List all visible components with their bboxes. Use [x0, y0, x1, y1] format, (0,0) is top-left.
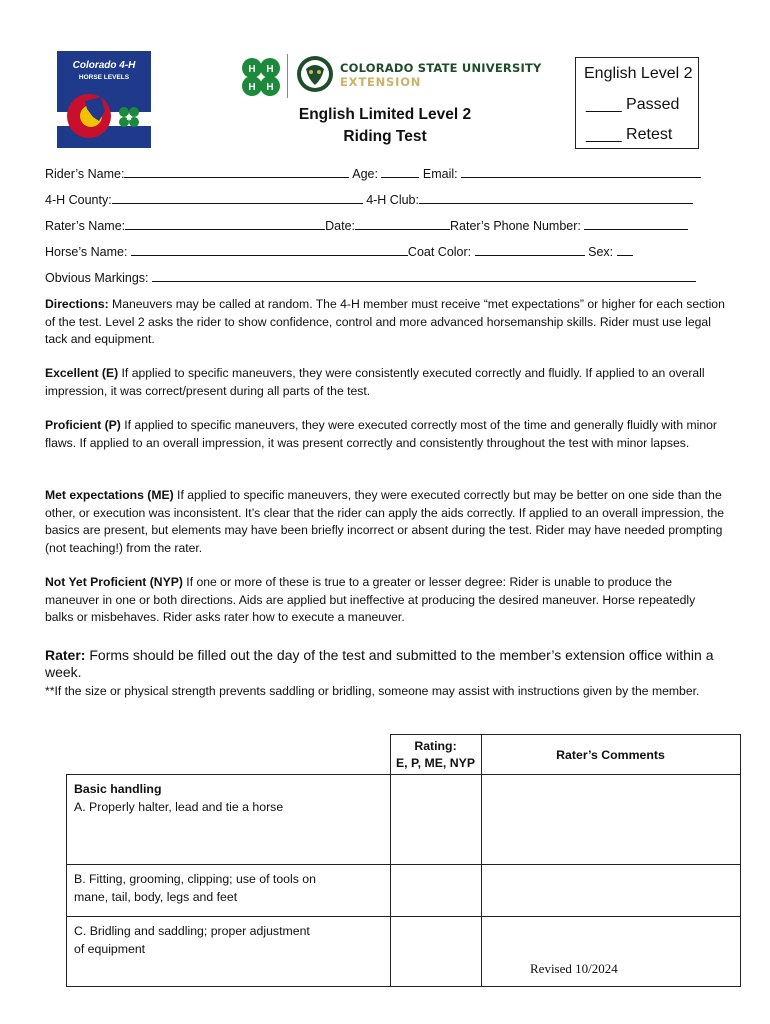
directions-paragraph	[45, 296, 725, 349]
colorado-4h-horse-levels-logo	[57, 51, 151, 148]
proficient-label: Proficient (P)	[45, 418, 121, 432]
svg-text:H: H	[266, 64, 274, 75]
met-expectations-label: Met expectations (ME)	[45, 488, 174, 502]
status-level: English Level 2	[584, 65, 693, 82]
date-label: Date:	[325, 219, 356, 233]
met-expectations-text: If applied to specific maneuvers, they were executed correctly but may be better on one side than the other, or execution was inconsistent. It’s clear that the rider can apply the aids correctly. If applied to an overall impression, the basics are present, but elements may have been briefly incorrect or absent during the test. Rider may have needed prompting (not teaching!) from the rater.	[45, 488, 725, 555]
field-row-county	[45, 192, 693, 207]
rater-label: Rater:	[45, 647, 86, 663]
field-row-markings	[45, 270, 696, 285]
age-field[interactable]	[381, 166, 419, 178]
task-heading: Basic handling	[74, 782, 162, 796]
status-box	[575, 57, 699, 149]
table-row	[67, 865, 741, 917]
passed-label: Passed	[626, 96, 680, 113]
task-line1: C. Bridling and saddling; proper adjustment	[74, 924, 310, 938]
task-line2: mane, tail, body, legs and feet	[74, 889, 238, 904]
raters-name-label: Rater’s Name:	[45, 219, 126, 233]
proficient-text: If applied to specific maneuvers, they were executed correctly most of the time and generally fluidly with minor flaws. If applied to an overall impression, it was present correctly and consistently throughout the test with minor lapses.	[45, 418, 717, 450]
rating-input-cell[interactable]	[390, 917, 481, 987]
header-comments-cell	[481, 735, 740, 775]
club-field[interactable]	[419, 192, 693, 204]
age-label: Age:	[352, 167, 378, 181]
coat-color-field[interactable]	[475, 244, 585, 256]
raters-name-field[interactable]	[125, 218, 325, 230]
met-expectations-paragraph	[45, 487, 725, 557]
header-rating-cell	[390, 735, 481, 775]
task-line1: A. Properly halter, lead and tie a horse	[74, 799, 284, 814]
raters-phone-field[interactable]	[584, 218, 688, 230]
logo-divider	[287, 54, 288, 98]
field-row-rider	[45, 166, 701, 181]
csu-ram-icon	[296, 55, 334, 93]
sex-label: Sex:	[588, 245, 614, 259]
comments-input-cell[interactable]	[481, 775, 740, 865]
form-subtitle: Riding Test	[343, 128, 427, 145]
proficient-paragraph	[45, 417, 725, 452]
rating-table	[66, 734, 741, 987]
rater-text: Forms should be filled out the day of the test and submitted to the member’s extension office within a week.	[45, 647, 714, 680]
revised-date: Revised 10/2024	[530, 961, 618, 976]
header-rating-label: Rating:	[414, 739, 457, 753]
passed-blank: ____	[586, 96, 622, 113]
table-row	[67, 917, 741, 987]
table-row	[67, 775, 741, 865]
field-row-horse	[45, 244, 633, 259]
retest-blank: ____	[586, 126, 622, 143]
directions-label: Directions:	[45, 297, 109, 311]
task-cell	[67, 775, 391, 865]
svg-text:H: H	[248, 64, 256, 75]
rater-paragraph	[45, 647, 725, 681]
header-blank-cell	[67, 735, 391, 775]
excellent-text: If applied to specific maneuvers, they were consistently executed correctly and fluidly. If applied to an overall impression, it was correct/present during all parts of the test.	[45, 366, 705, 398]
logo-line1: Colorado 4-H	[72, 60, 136, 71]
form-title: English Limited Level 2	[298, 106, 472, 123]
obvious-markings-field[interactable]	[152, 270, 696, 282]
email-field[interactable]	[461, 166, 701, 178]
retest-checkbox[interactable]	[586, 126, 672, 144]
task-cell	[67, 865, 391, 917]
rating-input-cell[interactable]	[390, 775, 481, 865]
email-label: Email:	[422, 167, 458, 181]
4h-clover-icon	[240, 56, 282, 98]
field-row-rater	[45, 218, 688, 233]
rating-input-cell[interactable]	[390, 865, 481, 917]
nyp-text: If one or more of these is true to a greater or lesser degree: Rider is unable to produce the maneuver in one or both directions. Aids are applied but ineffective at producing the desired maneuver. Horse repeatedly balks or misbehaves. Rider asks rater how to execute a maneuver.	[45, 575, 696, 624]
task-line1: B. Fitting, grooming, clipping; use of tools on	[74, 872, 316, 886]
excellent-label: Excellent (E)	[45, 366, 119, 380]
task-line2: of equipment	[74, 941, 146, 956]
csu-name: COLORADO STATE UNIVERSITY	[340, 61, 542, 75]
header-rating-scale: E, P, ME, NYP	[395, 756, 476, 770]
note-paragraph: **If the size or physical strength prevents saddling or bridling, someone may assist with instructions given by the member.	[45, 684, 700, 698]
passed-checkbox[interactable]	[586, 96, 679, 114]
svg-text:H: H	[126, 115, 132, 122]
county-label: 4-H County:	[45, 193, 112, 207]
excellent-paragraph	[45, 365, 725, 400]
club-label: 4-H Club:	[366, 193, 419, 207]
obvious-markings-label: Obvious Markings:	[45, 271, 149, 285]
date-field[interactable]	[355, 218, 450, 230]
retest-label: Retest	[626, 126, 673, 143]
table-header-row	[67, 735, 741, 775]
svg-text:H: H	[266, 82, 274, 93]
nyp-paragraph	[45, 574, 725, 627]
comments-input-cell[interactable]	[481, 865, 740, 917]
coat-color-label: Coat Color:	[407, 245, 472, 259]
nyp-label: Not Yet Proficient (NYP)	[45, 575, 183, 589]
svg-text:H: H	[248, 82, 256, 93]
logo-line2: HORSE LEVELS	[78, 74, 130, 81]
horses-name-field[interactable]	[131, 244, 408, 256]
header-comments-label: Rater’s Comments	[556, 747, 665, 762]
riders-name-field[interactable]	[124, 166, 349, 178]
riders-name-label: Rider’s Name:	[45, 167, 125, 181]
sex-field[interactable]	[617, 244, 633, 256]
horses-name-label: Horse’s Name:	[45, 245, 128, 259]
csu-extension: EXTENSION	[340, 75, 422, 89]
directions-text: Maneuvers may be called at random. The 4-H member must receive “met expectations” or higher for each section of the test. Level 2 asks the rider to show confidence, control and more advanced horsemanship skills. Rider must use legal tack and equipment.	[45, 297, 725, 346]
task-cell	[67, 917, 391, 987]
county-field[interactable]	[112, 192, 363, 204]
raters-phone-label: Rater’s Phone Number:	[450, 219, 581, 233]
